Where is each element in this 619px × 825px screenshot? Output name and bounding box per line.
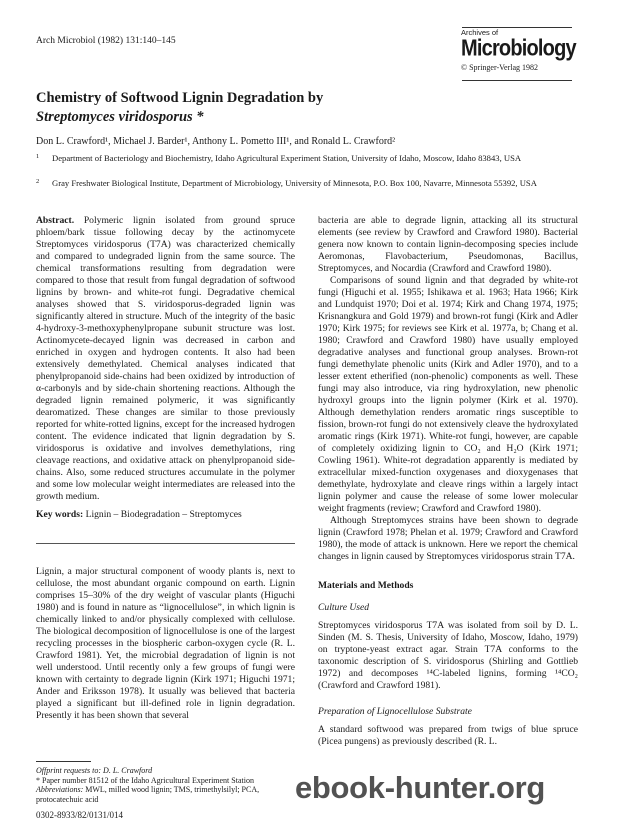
right-paragraph-2: Comparisons of sound lignin and that degraded by white-rot fungi (Higuchi et al. 1955; Ishikawa et al. 1963; Hata 1966; Kirk and Lundquist 1970; Doi et al. 1974; Kirk and Chang 1974, 1975; Krisnangkura and Gold 1979) and brown-rot fungi (Kirk and Adler 1970; Kirk 1975; for reviews see Kirk et al. 1977a, b; Chang et al. 1980; Crawford and Crawford 1980) have usually employed degradative analyses and functional group analyses. Brown-rot fungi demethylate phenolic units (Kirk and Adler 1970), and to a lesser extent etherified (non-phenolic) components as well. These fungi may also introduce, via ring hydroxylation, new phenolic hydroxyl groups into the lignin polymer (Kirk et al. 1970). Although demethylation renders aromatic rings susceptible to fission, brown-rot fungi do not extensively cleave the hydroxylated aromatic rings (Kirk 1971). White-rot fungi, however, are capable of completely oxidizing lignin to CO₂ and H₂O (Kirk 1971; Cowling 1961). White-rot degradation apparently is mediated by extracellular mixed-function oxygenases and dioxygenases that demethylate, hydroxylate and cleave rings within a largely intact lignin polymer and cause the release of some lower molecular weight fragments (review; Crawford and Crawford 1980).	[318, 275, 578, 514]
brand-rule-bottom	[462, 80, 572, 81]
paper-number-note: * Paper number 81512 of the Idaho Agricultural Experiment Station	[36, 775, 254, 785]
author-list: Don L. Crawford¹, Michael J. Barder¹, Anthony L. Pometto III¹, and Ronald L. Crawford²	[36, 136, 396, 147]
journal-citation: Arch Microbiol (1982) 131:140–145	[36, 36, 176, 46]
article-title	[36, 89, 556, 127]
brand-archives-of: Archives of	[461, 28, 499, 37]
right-paragraph-1: bacteria are able to degrade lignin, attacking all its structural elements (see review by Crawford and Crawford 1980). Bacterial genera now known to contain lignin-decomposing species include Aeromonas, Flavobacterium, Pseudomonas, Bacillus, Streptomyces, and Nocardia (Crawford and Crawford 1980).	[318, 215, 578, 274]
title-line-1: Chemistry of Softwood Lignin Degradation by	[36, 90, 324, 106]
abstract-label: Abstract.	[36, 215, 75, 226]
keywords-label: Key words:	[36, 509, 84, 520]
introduction-left	[36, 566, 295, 722]
issn-line: 0302-8933/82/0131/014	[36, 810, 123, 820]
offprint-note: Offprint requests to: D. L. Crawford	[36, 766, 153, 775]
brand-microbiology-logo: Microbiology	[461, 35, 576, 62]
culture-heading: Culture Used	[318, 602, 370, 613]
keywords-text: Lignin – Biodegradation – Streptomyces	[85, 509, 242, 520]
preparation-heading: Preparation of Lignocellulose Substrate	[318, 706, 472, 717]
affiliation-number: 2	[36, 178, 40, 185]
left-column	[36, 215, 295, 521]
affiliation-2	[36, 178, 576, 202]
affiliation-number: 1	[36, 153, 40, 160]
right-column	[318, 215, 578, 748]
right-paragraph-5: A standard softwood was prepared from twigs of blue spruce (Picea pungens) as previously described (R. L.	[318, 724, 578, 747]
right-paragraph-4: Streptomyces viridosporus T7A was isolated from soil by D. L. Sinden (M. S. Thesis, University of Idaho, Moscow, Idaho, 1979) on tryptone-yeast extract agar. Strain T7A conforms to the taxonomic description of S. viridosporus (Shirling and Gottlieb 1972) and decomposes ¹⁴C-labeled lignins, forming ¹⁴CO₂ (Crawford and Crawford 1981).	[318, 620, 578, 691]
affiliation-text: Department of Bacteriology and Biochemistry, Idaho Agricultural Experiment Station, University of Idaho, Moscow, Idaho 83843, USA	[52, 153, 522, 163]
abbreviations-text: MWL, milled wood lignin; TMS, trimethylsilyl; PCA, protocatechuic acid	[36, 785, 260, 804]
intro-paragraph: Lignin, a major structural component of woody plants is, next to cellulose, the most abundant organic compound on earth. Lignin comprises 15–30% of the dry weight of vascular plants (Higuchi 1980) and is found in nature as “lignocellulose”, in which lignin is chemically linked to and/or physically complexed with cellulose. The biological decomposition of lignocellulose is one of the largest recycling processes in the biospheric carbon-oxygen cycle (R. L. Crawford 1981). Yet, the microbial degradation of lignin is not well understood. Until recently only a few groups of fungi were known with certainty to degrade lignin (Kirk 1971; Higuchi 1971; Ander and Eriksson 1978). It usually was believed that bacteria played a significant but ill-defined role in lignin degradation. Presently it has been shown that several	[36, 566, 295, 721]
title-line-2: Streptomyces viridosporus *	[36, 109, 204, 125]
abbreviations-label: Abbreviations:	[36, 785, 84, 795]
affiliation-1	[36, 153, 576, 177]
footnote-rule	[36, 761, 91, 762]
right-paragraph-3: Although Streptomyces strains have been shown to degrade lignin (Crawford 1978; Phelan et al. 1979; Crawford and Crawford 1980), the mode of attack is unknown. Here we report the chemical changes in lignin caused by Streptomyces viridosporus strain T7A.	[318, 515, 578, 562]
keywords-line	[36, 509, 295, 521]
abstract-paragraph	[36, 215, 295, 503]
methods-heading: Materials and Methods	[318, 580, 414, 591]
watermark-text: ebook-hunter.org	[294, 770, 546, 805]
affiliation-text: Gray Freshwater Biological Institute, Department of Microbiology, University of Minnesota, P.O. Box 100, Navarre, Minnesota 55392, USA	[52, 178, 537, 188]
journal-brand	[461, 28, 576, 72]
abstract-divider	[36, 543, 295, 544]
abstract-text: Polymeric lignin isolated from ground spruce phloem/bark tissue following decay by the actinomycete Streptomyces viridosporus (T7A) was characterized chemically and compared to undegraded lignin from the same source. The chemical transformations resulting from degradation were compared to those that result from fungal degradation of softwood lignins by brown- and white-rot fungi. Degradative chemical analyses showed that S. viridosporus-degraded lignin was significantly altered in structure. Much of the integrity of the basic 4-hydroxy-3-methoxyphenylpropane subunit structure was lost. Actinomycete-decayed lignin was decreased in carbon and enriched in oxygen and hydrogen contents. It also had been extensively demethylated. Chemical analyses indicated that phenylpropanoid side-chains had been oxidized by introduction of α-carbonyls and by side-chain shortening reactions. Although the degraded lignin remained polymeric, it was significantly dearomatized. These changes are similar to those previously reported for white-rotted lignins, except for the increased hydrogen content. The evidence indicated that lignin degradation by S. viridosporus is oxidative and involves demethylations, ring cleavage reactions, and oxidative attack on phenylpropanoid side-chains. Also, some reduced structures accumulate in the polymer and some low molecular weight intermediates are released into the growth medium.	[36, 215, 295, 502]
publisher-line: © Springer-Verlag 1982	[461, 63, 539, 72]
